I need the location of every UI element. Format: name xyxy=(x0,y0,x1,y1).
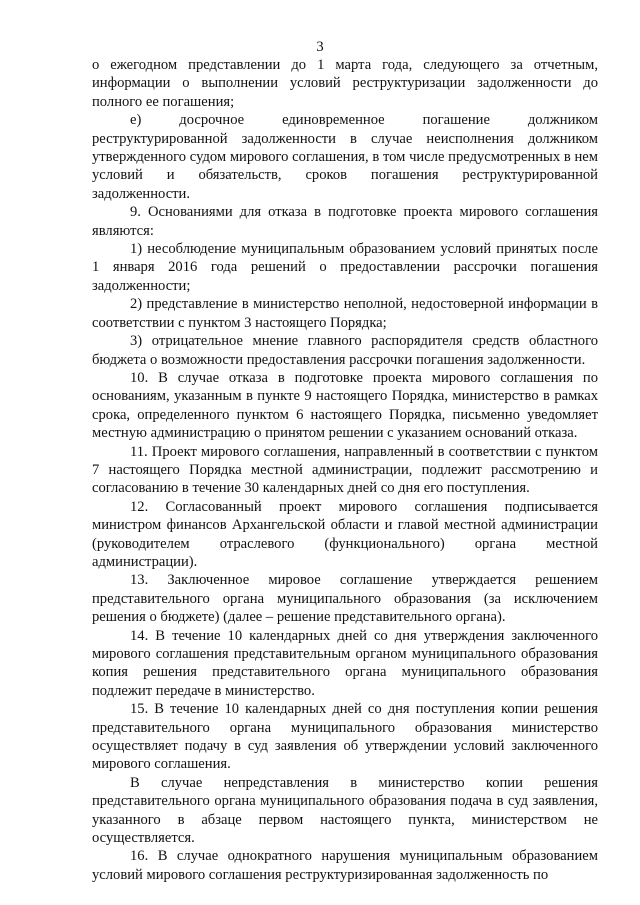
page-number: 3 xyxy=(316,39,324,55)
paragraph-9-item-3: 3) отрицательное мнение главного распорядителя средств областного бюджета о возможности предоставления рассрочки погашения задолженности. xyxy=(92,333,598,368)
paragraph-9-item-2: 2) представление в министерство неполной, недостоверной информации в соответствии с пунктом 3 настоящего Порядка; xyxy=(92,296,598,331)
paragraph-13: 13. Заключенное мировое соглашение утверждается решением представительного органа муниципального образования (за исключением решения о бюджете) (далее – решение представительного органа). xyxy=(92,572,598,626)
paragraph-item-e: е) досрочное единовременное погашение должником реструктурированной задолженности в случае неисполнения должником утвержденного судом мирового соглашения, в том числе предусмотренных в нем условий и обязательств, сроков погашения реструктурированной задолженности. xyxy=(92,112,598,202)
paragraph-12: 12. Согласованный проект мирового соглашения подписывается министром финансов Архангельской области и главой местной администрации (руководителем отраслевого (функционального) органа местной администрации). xyxy=(92,498,598,570)
paragraph-9: 9. Основаниями для отказа в подготовке проекта мирового соглашения являются: xyxy=(92,204,598,239)
paragraph-continuation: о ежегодном представлении до 1 марта года, следующего за отчетным, информации о выполнении условий реструктуризации задолженности до полного ее погашения; xyxy=(92,57,598,110)
paragraph-11: 11. Проект мирового соглашения, направленный в соответствии с пунктом 7 настоящего Порядка местной администрации, подлежит рассмотрению и согласованию в течение 30 календарных дней со дня его поступления. xyxy=(92,443,598,497)
paragraph-15-second: В случае непредставления в министерство копии решения представительного органа муниципального образования подача в суд заявления, указанного в абзаце первом настоящего пункта, министерством не осуществляется. xyxy=(92,774,598,847)
paragraph-10: 10. В случае отказа в подготовке проекта мирового соглашения по основаниям, указанным в пункте 9 настоящего Порядка, министерство в рамках срока, определенного пунктом 6 настоящего Порядка, письменно уведомляет местную администрацию о принятом решении с указанием оснований отказа. xyxy=(92,369,598,442)
paragraph-14: 14. В течение 10 календарных дней со дня утверждения заключенного мирового соглашения представительным органом муниципального образования копия решения представительного органа муниципального образования подлежит передаче в министерство. xyxy=(92,627,598,699)
document-body xyxy=(92,56,598,884)
paragraph-9-item-1: 1) несоблюдение муниципальным образованием условий принятых после 1 января 2016 года решений о предоставлении рассрочки погашения задолженности; xyxy=(92,241,598,294)
paragraph-16: 16. В случае однократного нарушения муниципальным образованием условий мирового соглашения реструктуризированная задолженность по xyxy=(92,848,598,883)
paragraph-15: 15. В течение 10 календарных дней со дня поступления копии решения представительного органа муниципального образования министерство осуществляет подачу в суд заявления об утверждении условий заключенного мирового соглашения. xyxy=(92,701,598,773)
